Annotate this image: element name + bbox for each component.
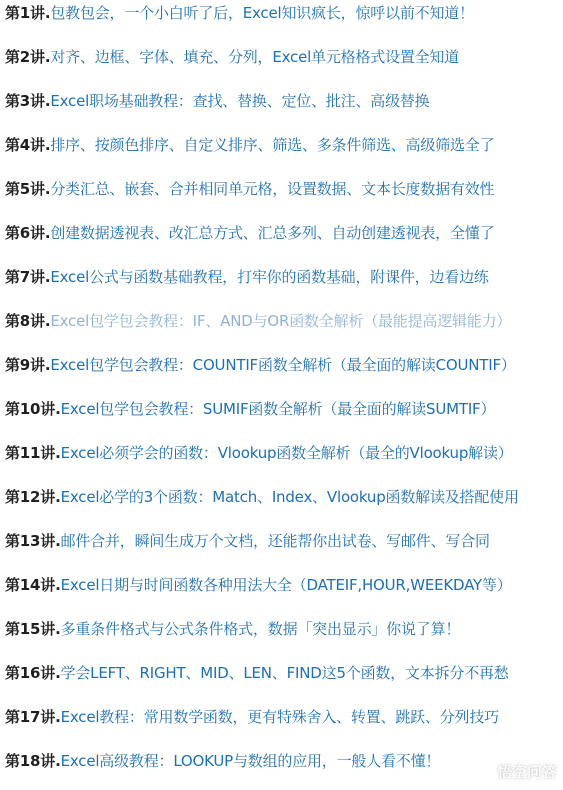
lesson-item-3[interactable] [5,89,429,113]
lesson-title-link[interactable]: 多重条件格式与公式条件格式，数据「突出显示」你说了算！ [60,620,461,638]
lesson-title-link[interactable]: 分类汇总、嵌套、合并相同单元格，设置数据、文本长度数据有效性 [50,180,495,198]
lesson-number: 第11讲. [5,444,61,462]
lesson-title-link[interactable]: Excel必学的3个函数：Match、Index、Vlookup函数解读及搭配使用 [60,488,519,506]
lesson-number: 第1讲. [5,4,51,22]
lesson-number: 第5讲. [5,180,51,198]
lesson-item-15[interactable] [5,617,460,641]
lesson-number: 第4讲. [5,136,51,154]
lesson-number: 第9讲. [5,356,51,374]
lesson-number: 第13讲. [5,532,61,550]
lesson-number: 第16讲. [5,664,61,682]
lesson-number: 第3讲. [5,92,51,110]
lesson-title-link[interactable]: 学会LEFT、RIGHT、MID、LEN、FIND这5个函数，文本拆分不再愁 [60,664,509,682]
lesson-number: 第8讲. [5,312,51,330]
lesson-number: 第12讲. [5,488,61,506]
lesson-item-4[interactable] [5,133,494,157]
lesson-title-link[interactable]: 创建数据透视表、改汇总方式、汇总多列、自动创建透视表，全懂了 [50,224,495,242]
lesson-title-link[interactable]: Excel职场基础教程：查找、替换、定位、批注、高级替换 [50,92,430,110]
lesson-title-link[interactable]: Excel包学包会教程：IF、AND与OR函数全解析（最能提高逻辑能力） [50,312,512,330]
lesson-item-17[interactable] [5,705,499,729]
lesson-item-1[interactable] [5,1,474,25]
lesson-item-16[interactable] [5,661,509,685]
watermark [473,758,557,784]
lesson-title-link[interactable]: 包教包会，一个小白听了后，Excel知识疯长，惊呼以前不知道！ [50,4,474,22]
lesson-title-link[interactable]: Excel日期与时间函数各种用法大全（DATEIF,HOUR,WEEKDAY等） [60,576,512,594]
lesson-title-link[interactable]: Excel包学包会教程：COUNTIF函数全解析（最全面的解读COUNTIF） [50,356,516,374]
lesson-title-link[interactable]: 邮件合并，瞬间生成万个文档，还能帮你出试卷、写邮件、写合同 [60,532,490,550]
watermark-text: 悟空问答 [496,762,557,781]
lesson-item-18[interactable] [5,749,440,773]
lesson-item-2[interactable] [5,45,459,69]
lesson-title-link[interactable]: Excel高级教程：LOOKUP与数组的应用，一般人看不懂！ [60,752,441,770]
lesson-item-14[interactable] [5,573,512,597]
lesson-number: 第6讲. [5,224,51,242]
lesson-item-10[interactable] [5,397,495,421]
lesson-title-link[interactable]: Excel公式与函数基础教程，打牢你的函数基础，附课件，边看边练 [50,268,489,286]
lesson-item-13[interactable] [5,529,490,553]
lesson-number: 第2讲. [5,48,51,66]
lesson-item-5[interactable] [5,177,494,201]
lesson-number: 第7讲. [5,268,51,286]
lesson-item-9[interactable] [5,353,516,377]
lesson-number: 第18讲. [5,752,61,770]
lesson-item-12[interactable] [5,485,519,509]
lesson-title-link[interactable]: 对齐、边框、字体、填充、分列，Excel单元格格式设置全知道 [50,48,460,66]
lesson-title-link[interactable]: Excel包学包会教程：SUMIF函数全解析（最全面的解读SUMTIF） [60,400,496,418]
lesson-title-link[interactable]: 排序、按颜色排序、自定义排序、筛选、多条件筛选、高级筛选全了 [50,136,495,154]
lesson-item-8[interactable] [5,309,511,333]
lesson-number: 第14讲. [5,576,61,594]
lesson-item-11[interactable] [5,441,513,465]
lesson-item-6[interactable] [5,221,494,245]
lesson-number: 第17讲. [5,708,61,726]
lesson-number: 第10讲. [5,400,61,418]
lesson-number: 第15讲. [5,620,61,638]
lesson-item-7[interactable] [5,265,489,289]
wukong-logo-icon [473,761,493,781]
lesson-title-link[interactable]: Excel教程：常用数学函数，更有特殊舍入、转置、跳跃、分列技巧 [60,708,499,726]
lesson-title-link[interactable]: Excel必须学会的函数：Vlookup函数全解析（最全的Vlookup解读） [60,444,513,462]
